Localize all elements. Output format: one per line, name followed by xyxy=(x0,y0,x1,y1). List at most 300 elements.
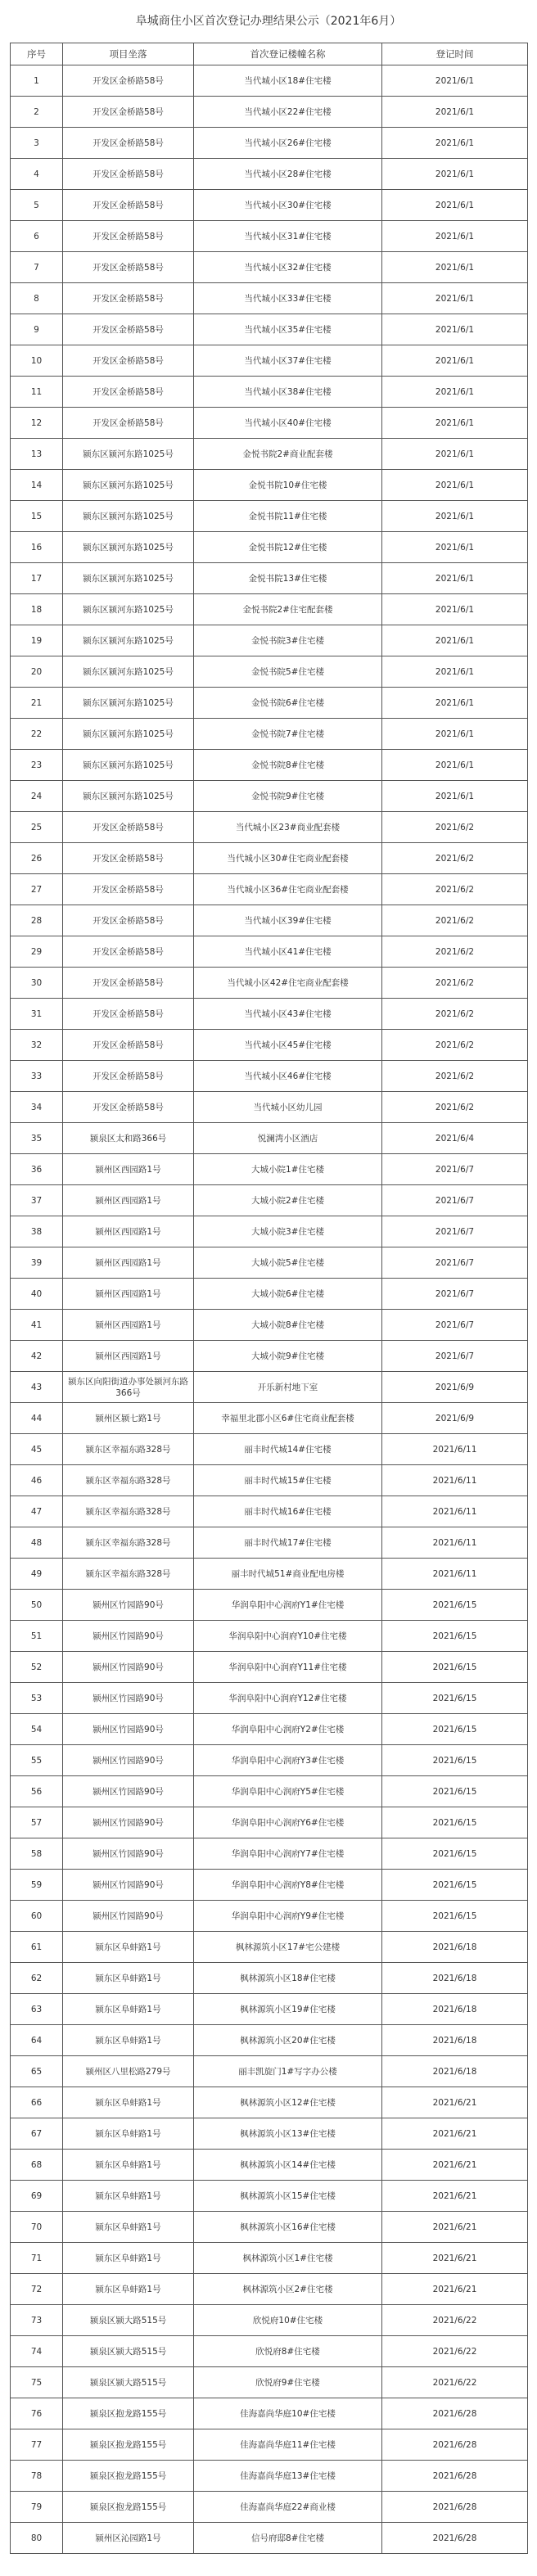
cell-location: 颍东区颍河东路1025号 xyxy=(63,470,194,501)
table-row xyxy=(11,532,528,563)
table-row xyxy=(11,252,528,283)
cell-seq: 57 xyxy=(11,1807,63,1838)
cell-date: 2021/6/18 xyxy=(382,1932,528,1963)
cell-building: 华润阜阳中心润府Y9#住宅楼 xyxy=(194,1901,382,1932)
cell-location: 颍东区幸福东路328号 xyxy=(63,1434,194,1465)
cell-location: 颍东区颍河东路1025号 xyxy=(63,532,194,563)
cell-date: 2021/6/7 xyxy=(382,1216,528,1247)
cell-date: 2021/6/2 xyxy=(382,999,528,1030)
cell-seq: 30 xyxy=(11,968,63,999)
cell-seq: 60 xyxy=(11,1901,63,1932)
table-row xyxy=(11,2274,528,2305)
cell-building: 佳海嘉尚华庭11#住宅楼 xyxy=(194,2429,382,2461)
cell-seq: 17 xyxy=(11,563,63,594)
cell-date: 2021/6/1 xyxy=(382,221,528,252)
cell-date: 2021/6/2 xyxy=(382,905,528,936)
cell-building: 丽丰时代城16#住宅楼 xyxy=(194,1496,382,1527)
cell-building: 金悦书院2#住宅配套楼 xyxy=(194,594,382,625)
cell-seq: 29 xyxy=(11,936,63,968)
table-row xyxy=(11,345,528,377)
cell-building: 当代城小区45#住宅楼 xyxy=(194,1030,382,1061)
table-row xyxy=(11,408,528,439)
table-row xyxy=(11,1185,528,1216)
cell-seq: 79 xyxy=(11,2492,63,2523)
cell-seq: 69 xyxy=(11,2181,63,2212)
cell-building: 枫林源筑小区2#住宅楼 xyxy=(194,2274,382,2305)
cell-seq: 44 xyxy=(11,1403,63,1434)
cell-location: 颍州区西园路1号 xyxy=(63,1216,194,1247)
cell-location: 颍泉区颍大路515号 xyxy=(63,2305,194,2336)
table-row xyxy=(11,314,528,345)
cell-location: 颍州区西园路1号 xyxy=(63,1279,194,1310)
cell-date: 2021/6/1 xyxy=(382,97,528,128)
cell-seq: 16 xyxy=(11,532,63,563)
table-row xyxy=(11,97,528,128)
cell-date: 2021/6/1 xyxy=(382,625,528,656)
cell-location: 颍州区竹园路90号 xyxy=(63,1590,194,1621)
cell-building: 当代城小区43#住宅楼 xyxy=(194,999,382,1030)
cell-location: 颍州区沁园路1号 xyxy=(63,2523,194,2554)
cell-seq: 39 xyxy=(11,1247,63,1279)
table-row xyxy=(11,2429,528,2461)
cell-location: 开发区金桥路58号 xyxy=(63,159,194,190)
cell-location: 颍东区阜蚌路1号 xyxy=(63,2118,194,2150)
cell-seq: 19 xyxy=(11,625,63,656)
cell-location: 颍州区竹园路90号 xyxy=(63,1870,194,1901)
cell-date: 2021/6/2 xyxy=(382,1030,528,1061)
table-row xyxy=(11,719,528,750)
cell-building: 欣悦府8#住宅楼 xyxy=(194,2336,382,2367)
cell-building: 枫林源筑小区1#住宅楼 xyxy=(194,2243,382,2274)
table-row xyxy=(11,1901,528,1932)
cell-date: 2021/6/11 xyxy=(382,1434,528,1465)
table-row xyxy=(11,999,528,1030)
cell-date: 2021/6/21 xyxy=(382,2243,528,2274)
table-row xyxy=(11,1994,528,2025)
cell-date: 2021/6/21 xyxy=(382,2212,528,2243)
cell-location: 颍东区颍河东路1025号 xyxy=(63,656,194,688)
table-row xyxy=(11,1496,528,1527)
table-row xyxy=(11,1559,528,1590)
cell-date: 2021/6/1 xyxy=(382,128,528,159)
table-row xyxy=(11,2367,528,2398)
registration-table xyxy=(10,43,528,2554)
table-row xyxy=(11,2150,528,2181)
cell-date: 2021/6/28 xyxy=(382,2398,528,2429)
cell-seq: 59 xyxy=(11,1870,63,1901)
cell-seq: 25 xyxy=(11,812,63,843)
cell-building: 当代城小区36#住宅商业配套楼 xyxy=(194,874,382,905)
cell-date: 2021/6/1 xyxy=(382,750,528,781)
cell-building: 丽丰凯旋门1#写字办公楼 xyxy=(194,2056,382,2087)
cell-building: 枫林源筑小区19#住宅楼 xyxy=(194,1994,382,2025)
cell-date: 2021/6/15 xyxy=(382,1745,528,1776)
cell-seq: 8 xyxy=(11,283,63,314)
cell-building: 枫林源筑小区18#住宅楼 xyxy=(194,1963,382,1994)
cell-date: 2021/6/18 xyxy=(382,1963,528,1994)
cell-location: 颍东区阜蚌路1号 xyxy=(63,2150,194,2181)
cell-date: 2021/6/1 xyxy=(382,159,528,190)
table-header xyxy=(11,43,528,65)
cell-building: 佳海嘉尚华庭10#住宅楼 xyxy=(194,2398,382,2429)
cell-building: 大城小院9#住宅楼 xyxy=(194,1341,382,1372)
cell-date: 2021/6/1 xyxy=(382,283,528,314)
cell-seq: 47 xyxy=(11,1496,63,1527)
cell-date: 2021/6/1 xyxy=(382,532,528,563)
table-row xyxy=(11,283,528,314)
table-row xyxy=(11,2305,528,2336)
cell-seq: 64 xyxy=(11,2025,63,2056)
cell-seq: 15 xyxy=(11,501,63,532)
cell-location: 颍东区阜蚌路1号 xyxy=(63,2025,194,2056)
cell-building: 枫林源筑小区20#住宅楼 xyxy=(194,2025,382,2056)
cell-seq: 77 xyxy=(11,2429,63,2461)
cell-date: 2021/6/1 xyxy=(382,65,528,97)
table-row xyxy=(11,1807,528,1838)
cell-building: 华润阜阳中心润府Y5#住宅楼 xyxy=(194,1776,382,1807)
cell-location: 颍泉区抱龙路155号 xyxy=(63,2461,194,2492)
cell-location: 颍州区竹园路90号 xyxy=(63,1807,194,1838)
cell-building: 当代城小区39#住宅楼 xyxy=(194,905,382,936)
table-row xyxy=(11,1247,528,1279)
cell-location: 开发区金桥路58号 xyxy=(63,345,194,377)
cell-seq: 51 xyxy=(11,1621,63,1652)
cell-seq: 18 xyxy=(11,594,63,625)
table-row xyxy=(11,936,528,968)
table-row xyxy=(11,688,528,719)
table-row xyxy=(11,1061,528,1092)
table-body xyxy=(11,65,528,2554)
cell-seq: 13 xyxy=(11,439,63,470)
cell-building: 大城小院2#住宅楼 xyxy=(194,1185,382,1216)
table-row xyxy=(11,2181,528,2212)
cell-seq: 40 xyxy=(11,1279,63,1310)
table-row xyxy=(11,2118,528,2150)
cell-location: 颍东区颍河东路1025号 xyxy=(63,625,194,656)
cell-building: 华润阜阳中心润府Y11#住宅楼 xyxy=(194,1652,382,1683)
cell-seq: 71 xyxy=(11,2243,63,2274)
cell-location: 颍东区阜蚌路1号 xyxy=(63,2243,194,2274)
cell-date: 2021/6/1 xyxy=(382,688,528,719)
cell-date: 2021/6/1 xyxy=(382,501,528,532)
cell-seq: 42 xyxy=(11,1341,63,1372)
cell-building: 枫林源筑小区12#住宅楼 xyxy=(194,2087,382,2118)
cell-date: 2021/6/2 xyxy=(382,936,528,968)
cell-location: 颍州区西园路1号 xyxy=(63,1341,194,1372)
cell-seq: 23 xyxy=(11,750,63,781)
cell-building: 金悦书院6#住宅楼 xyxy=(194,688,382,719)
cell-seq: 58 xyxy=(11,1838,63,1870)
cell-building: 枫林源筑小区13#住宅楼 xyxy=(194,2118,382,2150)
cell-location: 颍泉区颍大路515号 xyxy=(63,2336,194,2367)
cell-seq: 27 xyxy=(11,874,63,905)
cell-building: 当代城小区23#商业配套楼 xyxy=(194,812,382,843)
cell-building: 当代城小区42#住宅商业配套楼 xyxy=(194,968,382,999)
cell-date: 2021/6/15 xyxy=(382,1901,528,1932)
cell-building: 当代城小区32#住宅楼 xyxy=(194,252,382,283)
cell-location: 开发区金桥路58号 xyxy=(63,936,194,968)
table-row xyxy=(11,563,528,594)
cell-location: 开发区金桥路58号 xyxy=(63,999,194,1030)
cell-building: 枫林源筑小区16#住宅楼 xyxy=(194,2212,382,2243)
table-row xyxy=(11,221,528,252)
cell-building: 金悦书院12#住宅楼 xyxy=(194,532,382,563)
cell-date: 2021/6/2 xyxy=(382,1061,528,1092)
cell-building: 华润阜阳中心润府Y10#住宅楼 xyxy=(194,1621,382,1652)
cell-date: 2021/6/1 xyxy=(382,719,528,750)
cell-building: 当代城小区18#住宅楼 xyxy=(194,65,382,97)
page-title: 阜城商住小区首次登记办理结果公示（2021年6月） xyxy=(135,15,402,28)
cell-date: 2021/6/2 xyxy=(382,812,528,843)
cell-date: 2021/6/1 xyxy=(382,345,528,377)
cell-seq: 52 xyxy=(11,1652,63,1683)
cell-building: 开乐新村地下室 xyxy=(194,1372,382,1403)
cell-location: 颍州区西园路1号 xyxy=(63,1247,194,1279)
cell-building: 金悦书院5#住宅楼 xyxy=(194,656,382,688)
cell-date: 2021/6/7 xyxy=(382,1310,528,1341)
cell-building: 华润阜阳中心润府Y2#住宅楼 xyxy=(194,1714,382,1745)
cell-location: 颍东区阜蚌路1号 xyxy=(63,1932,194,1963)
table-row xyxy=(11,1714,528,1745)
cell-seq: 75 xyxy=(11,2367,63,2398)
cell-location: 开发区金桥路58号 xyxy=(63,97,194,128)
cell-seq: 45 xyxy=(11,1434,63,1465)
cell-seq: 65 xyxy=(11,2056,63,2087)
header-building: 首次登记楼幢名称 xyxy=(194,43,382,65)
cell-location: 颍东区颍河东路1025号 xyxy=(63,501,194,532)
cell-location: 颍东区阜蚌路1号 xyxy=(63,2087,194,2118)
cell-location: 颍东区颍河东路1025号 xyxy=(63,439,194,470)
table-row xyxy=(11,843,528,874)
cell-location: 开发区金桥路58号 xyxy=(63,1092,194,1123)
cell-building: 华润阜阳中心润府Y3#住宅楼 xyxy=(194,1745,382,1776)
cell-location: 开发区金桥路58号 xyxy=(63,314,194,345)
cell-location: 颍东区颍河东路1025号 xyxy=(63,563,194,594)
cell-date: 2021/6/21 xyxy=(382,2274,528,2305)
cell-date: 2021/6/22 xyxy=(382,2305,528,2336)
cell-date: 2021/6/18 xyxy=(382,1994,528,2025)
cell-building: 大城小院1#住宅楼 xyxy=(194,1154,382,1185)
table-row xyxy=(11,1621,528,1652)
cell-building: 金悦书院8#住宅楼 xyxy=(194,750,382,781)
table-row xyxy=(11,2087,528,2118)
cell-building: 丽丰时代城51#商业配电房楼 xyxy=(194,1559,382,1590)
cell-seq: 32 xyxy=(11,1030,63,1061)
cell-building: 当代城小区41#住宅楼 xyxy=(194,936,382,968)
cell-building: 当代城小区40#住宅楼 xyxy=(194,408,382,439)
cell-location: 开发区金桥路58号 xyxy=(63,812,194,843)
table-row xyxy=(11,2492,528,2523)
cell-location: 颍东区幸福东路328号 xyxy=(63,1527,194,1559)
cell-building: 金悦书院13#住宅楼 xyxy=(194,563,382,594)
table-row xyxy=(11,1527,528,1559)
cell-date: 2021/6/1 xyxy=(382,314,528,345)
cell-location: 颍东区阜蚌路1号 xyxy=(63,2212,194,2243)
cell-seq: 7 xyxy=(11,252,63,283)
table-row xyxy=(11,1279,528,1310)
cell-seq: 46 xyxy=(11,1465,63,1496)
cell-seq: 56 xyxy=(11,1776,63,1807)
cell-location: 颍州区竹园路90号 xyxy=(63,1652,194,1683)
cell-date: 2021/6/4 xyxy=(382,1123,528,1154)
cell-building: 佳海嘉尚华庭22#商业楼 xyxy=(194,2492,382,2523)
cell-date: 2021/6/11 xyxy=(382,1559,528,1590)
cell-location: 颍州区竹园路90号 xyxy=(63,1745,194,1776)
cell-seq: 11 xyxy=(11,377,63,408)
cell-location: 开发区金桥路58号 xyxy=(63,377,194,408)
cell-seq: 70 xyxy=(11,2212,63,2243)
cell-location: 颍州区西园路1号 xyxy=(63,1154,194,1185)
cell-location: 开发区金桥路58号 xyxy=(63,408,194,439)
cell-building: 华润阜阳中心润府Y6#住宅楼 xyxy=(194,1807,382,1838)
cell-location: 开发区金桥路58号 xyxy=(63,905,194,936)
cell-date: 2021/6/21 xyxy=(382,2150,528,2181)
cell-date: 2021/6/28 xyxy=(382,2523,528,2554)
cell-location: 颍东区颍河东路1025号 xyxy=(63,781,194,812)
cell-date: 2021/6/9 xyxy=(382,1372,528,1403)
cell-building: 华润阜阳中心润府Y7#住宅楼 xyxy=(194,1838,382,1870)
cell-building: 华润阜阳中心润府Y12#住宅楼 xyxy=(194,1683,382,1714)
cell-location: 颍州区西园路1号 xyxy=(63,1185,194,1216)
cell-building: 当代城小区幼儿园 xyxy=(194,1092,382,1123)
cell-building: 当代城小区33#住宅楼 xyxy=(194,283,382,314)
cell-location: 颍东区颍河东路1025号 xyxy=(63,719,194,750)
cell-building: 枫林源筑小区14#住宅楼 xyxy=(194,2150,382,2181)
cell-building: 枫林源筑小区15#住宅楼 xyxy=(194,2181,382,2212)
cell-date: 2021/6/22 xyxy=(382,2367,528,2398)
table-row xyxy=(11,1870,528,1901)
cell-building: 丽丰时代城17#住宅楼 xyxy=(194,1527,382,1559)
cell-building: 金悦书院2#商业配套楼 xyxy=(194,439,382,470)
cell-date: 2021/6/15 xyxy=(382,1621,528,1652)
table-row xyxy=(11,501,528,532)
table-row xyxy=(11,1154,528,1185)
cell-location: 开发区金桥路58号 xyxy=(63,874,194,905)
cell-seq: 12 xyxy=(11,408,63,439)
cell-location: 颍东区幸福东路328号 xyxy=(63,1496,194,1527)
cell-seq: 62 xyxy=(11,1963,63,1994)
cell-location: 开发区金桥路58号 xyxy=(63,283,194,314)
cell-building: 金悦书院9#住宅楼 xyxy=(194,781,382,812)
table-row xyxy=(11,2025,528,2056)
table-row xyxy=(11,1838,528,1870)
cell-date: 2021/6/7 xyxy=(382,1341,528,1372)
cell-building: 当代城小区22#住宅楼 xyxy=(194,97,382,128)
cell-location: 颍东区颍河东路1025号 xyxy=(63,750,194,781)
cell-date: 2021/6/21 xyxy=(382,2118,528,2150)
cell-location: 颍泉区颍大路515号 xyxy=(63,2367,194,2398)
cell-seq: 5 xyxy=(11,190,63,221)
cell-date: 2021/6/1 xyxy=(382,594,528,625)
cell-building: 金悦书院7#住宅楼 xyxy=(194,719,382,750)
table-row xyxy=(11,1745,528,1776)
cell-seq: 49 xyxy=(11,1559,63,1590)
cell-building: 信号府邸8#住宅楼 xyxy=(194,2523,382,2554)
cell-seq: 31 xyxy=(11,999,63,1030)
cell-seq: 41 xyxy=(11,1310,63,1341)
cell-location: 开发区金桥路58号 xyxy=(63,65,194,97)
cell-date: 2021/6/21 xyxy=(382,2087,528,2118)
cell-building: 当代城小区31#住宅楼 xyxy=(194,221,382,252)
cell-location: 颍泉区抱龙路155号 xyxy=(63,2492,194,2523)
cell-seq: 38 xyxy=(11,1216,63,1247)
cell-seq: 14 xyxy=(11,470,63,501)
table-row xyxy=(11,65,528,97)
header-seq: 序号 xyxy=(11,43,63,65)
cell-building: 当代城小区28#住宅楼 xyxy=(194,159,382,190)
cell-location: 开发区金桥路58号 xyxy=(63,1061,194,1092)
cell-date: 2021/6/1 xyxy=(382,408,528,439)
cell-date: 2021/6/28 xyxy=(382,2429,528,2461)
cell-seq: 20 xyxy=(11,656,63,688)
cell-seq: 22 xyxy=(11,719,63,750)
cell-location: 颍州区颍七路1号 xyxy=(63,1403,194,1434)
cell-location: 颍东区幸福东路328号 xyxy=(63,1465,194,1496)
cell-seq: 4 xyxy=(11,159,63,190)
table-row xyxy=(11,2212,528,2243)
cell-building: 大城小院8#住宅楼 xyxy=(194,1310,382,1341)
cell-date: 2021/6/15 xyxy=(382,1838,528,1870)
header-location: 项目坐落 xyxy=(63,43,194,65)
cell-seq: 37 xyxy=(11,1185,63,1216)
header-row xyxy=(11,43,528,65)
cell-date: 2021/6/2 xyxy=(382,874,528,905)
table-row xyxy=(11,781,528,812)
cell-location: 颍东区颍河东路1025号 xyxy=(63,594,194,625)
cell-location: 颍州区竹园路90号 xyxy=(63,1714,194,1745)
cell-date: 2021/6/2 xyxy=(382,843,528,874)
table-row xyxy=(11,812,528,843)
cell-seq: 10 xyxy=(11,345,63,377)
table-row xyxy=(11,1030,528,1061)
cell-seq: 6 xyxy=(11,221,63,252)
cell-building: 金悦书院11#住宅楼 xyxy=(194,501,382,532)
table-row xyxy=(11,905,528,936)
cell-seq: 63 xyxy=(11,1994,63,2025)
cell-seq: 50 xyxy=(11,1590,63,1621)
cell-seq: 66 xyxy=(11,2087,63,2118)
cell-seq: 74 xyxy=(11,2336,63,2367)
table-row xyxy=(11,1092,528,1123)
cell-building: 华润阜阳中心润府Y1#住宅楼 xyxy=(194,1590,382,1621)
cell-building: 当代城小区30#住宅楼 xyxy=(194,190,382,221)
table-row xyxy=(11,1372,528,1403)
cell-building: 当代城小区26#住宅楼 xyxy=(194,128,382,159)
cell-building: 丽丰时代城15#住宅楼 xyxy=(194,1465,382,1496)
cell-building: 当代城小区46#住宅楼 xyxy=(194,1061,382,1092)
cell-date: 2021/6/1 xyxy=(382,563,528,594)
cell-location: 开发区金桥路58号 xyxy=(63,1030,194,1061)
cell-date: 2021/6/2 xyxy=(382,968,528,999)
cell-seq: 53 xyxy=(11,1683,63,1714)
cell-seq: 3 xyxy=(11,128,63,159)
cell-date: 2021/6/7 xyxy=(382,1279,528,1310)
cell-seq: 21 xyxy=(11,688,63,719)
cell-location: 颍东区阜蚌路1号 xyxy=(63,2181,194,2212)
cell-date: 2021/6/21 xyxy=(382,2181,528,2212)
cell-seq: 2 xyxy=(11,97,63,128)
cell-date: 2021/6/1 xyxy=(382,439,528,470)
cell-date: 2021/6/2 xyxy=(382,1092,528,1123)
table-row xyxy=(11,2056,528,2087)
cell-date: 2021/6/22 xyxy=(382,2336,528,2367)
cell-seq: 35 xyxy=(11,1123,63,1154)
table-row xyxy=(11,750,528,781)
cell-location: 颍州区竹园路90号 xyxy=(63,1838,194,1870)
cell-seq: 73 xyxy=(11,2305,63,2336)
cell-location: 开发区金桥路58号 xyxy=(63,221,194,252)
table-row xyxy=(11,2461,528,2492)
